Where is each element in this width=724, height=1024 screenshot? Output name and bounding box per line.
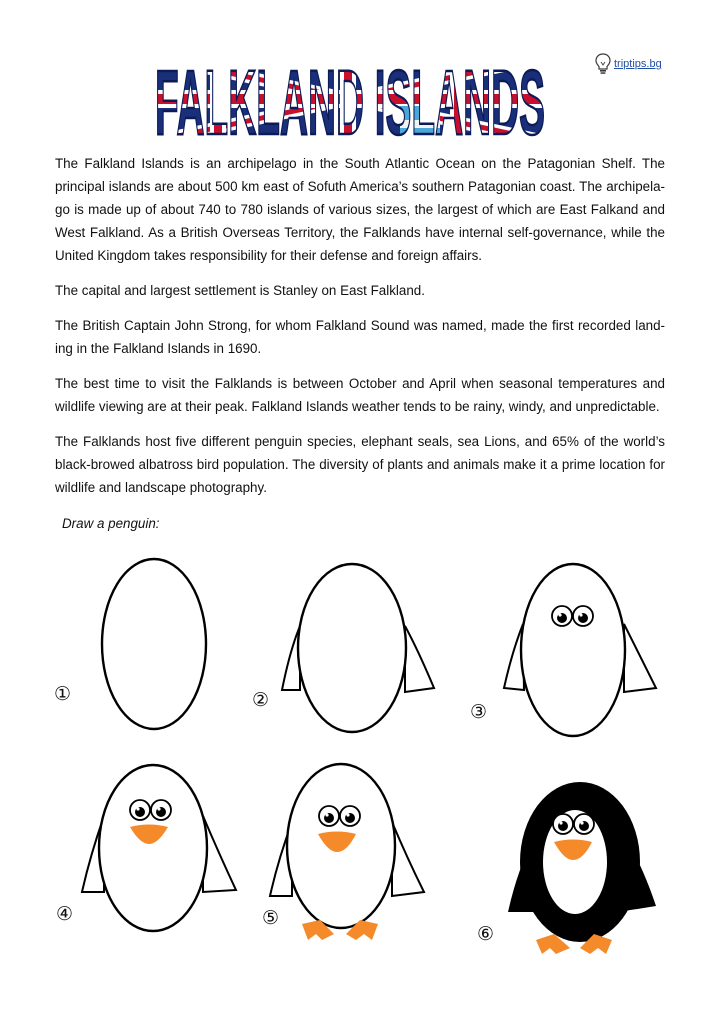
step-6 bbox=[477, 782, 656, 954]
step-5 bbox=[262, 764, 424, 940]
paragraph-history: The British Captain John Strong, for whom Falkland Sound was named, made the first recorded land-ing in the Falkland Islands in 1690. bbox=[55, 318, 665, 356]
right-wing bbox=[405, 626, 434, 692]
title-text: FALKLAND ISLANDS bbox=[155, 56, 545, 142]
step-number: ④ bbox=[56, 903, 74, 925]
step-number: ③ bbox=[470, 701, 488, 723]
penguin-drawing-steps bbox=[0, 540, 724, 1010]
right-wing bbox=[392, 822, 424, 896]
article-body bbox=[55, 152, 665, 511]
step-3 bbox=[470, 564, 656, 736]
penguin-body bbox=[298, 564, 406, 732]
step-2 bbox=[252, 564, 434, 732]
step-1 bbox=[54, 559, 206, 729]
brand-link[interactable] bbox=[594, 52, 662, 76]
step-number: ② bbox=[252, 689, 270, 711]
step-number: ⑥ bbox=[477, 923, 495, 945]
penguin-body bbox=[99, 765, 207, 931]
paragraph-travel: The best time to visit the Falklands is between October and April when seasonal temperatures and wildlife viewing are at their peak. Falkland Islands weather tends to be rainy, windy, and unpredictable. bbox=[55, 376, 665, 414]
brand-label[interactable]: triptips.bg bbox=[614, 58, 662, 70]
page-title bbox=[150, 56, 550, 142]
step-number: ① bbox=[54, 683, 72, 705]
step-number: ⑤ bbox=[262, 907, 280, 929]
paragraph-intro: The Falkland Islands is an archipelago in the South Atlantic Ocean on the Patagonian Shelf. The principal islands are about 500 km east of Sofuth America’s southern Patagonian coast. The archipela-go is made up of about 740 to 780 islands of various sizes, the largest of which are East Falkand and West Falkland. As a British Overseas Territory, the Falklands have internal self-governance, while the United Kingdom takes responsibility for their defense and foreign affairs. bbox=[55, 156, 665, 263]
penguin-body bbox=[102, 559, 206, 729]
paragraph-capital: The capital and largest settlement is Stanley on East Falkland. bbox=[55, 283, 425, 298]
lightbulb-icon bbox=[594, 52, 612, 76]
draw-prompt: Draw a penguin: bbox=[62, 516, 160, 531]
step-4 bbox=[56, 765, 236, 931]
penguin-body bbox=[521, 564, 625, 736]
right-wing bbox=[624, 624, 656, 692]
paragraph-wildlife: The Falklands host five different penguin species, elephant seals, sea Lions, and 65% of the world’s black-browed albatross bird population. The diversity of plants and animals make it a prime location for wildlife and landscape photography. bbox=[55, 434, 665, 495]
